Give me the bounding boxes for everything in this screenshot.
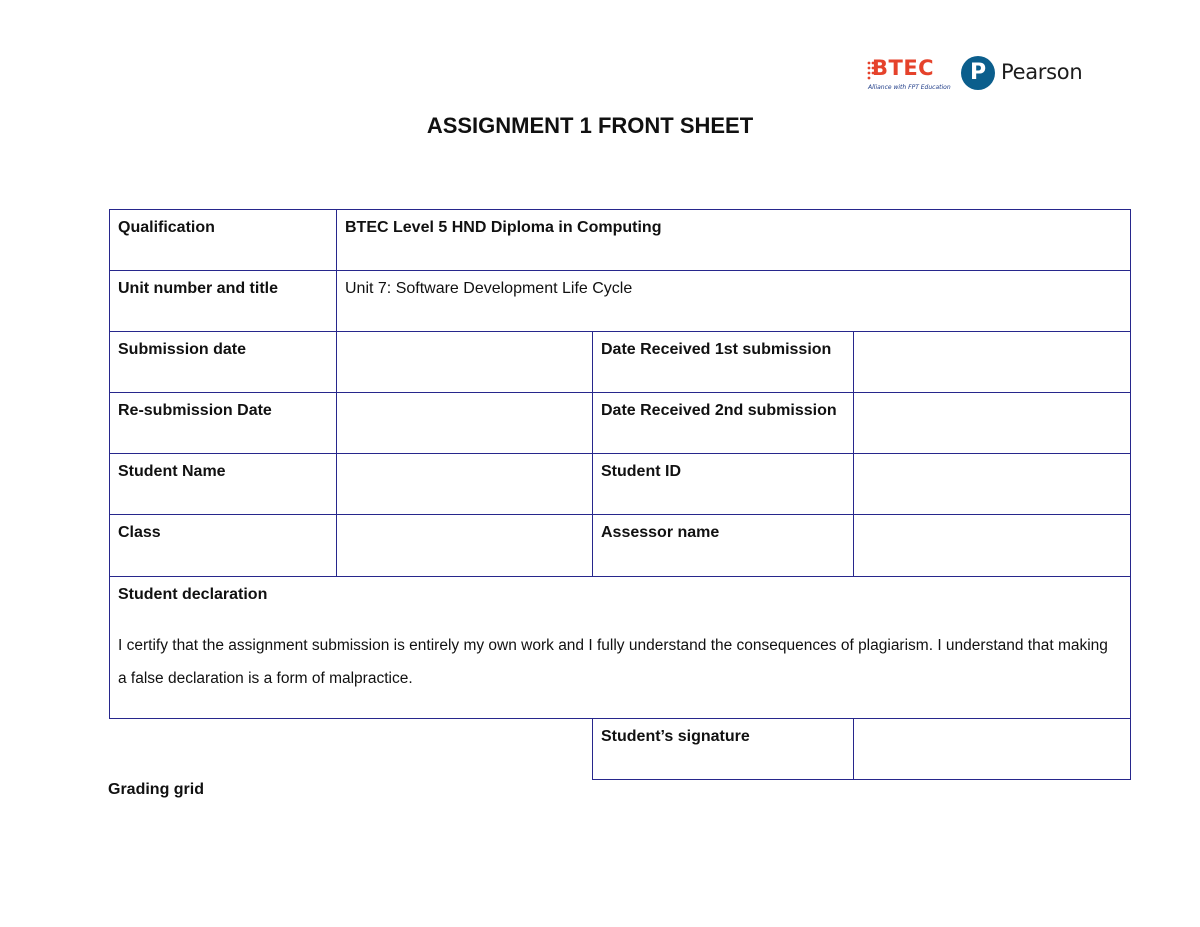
qualification-label: Qualification <box>118 219 215 236</box>
class-label: Class <box>118 524 161 541</box>
student-id-label-cell <box>592 453 854 515</box>
date-received-1-label: Date Received 1st submission <box>601 341 832 358</box>
assessor-name-value-cell[interactable] <box>853 514 1131 577</box>
pearson-wordmark: Pearson <box>1001 60 1083 84</box>
assessor-name-label: Assessor name <box>601 524 720 541</box>
submission-date-label-cell <box>109 331 337 393</box>
student-id-value-cell[interactable] <box>853 453 1131 515</box>
date-received-2-label-cell <box>592 392 854 454</box>
declaration-cell <box>109 576 1131 719</box>
class-value-cell[interactable] <box>336 514 593 577</box>
unit-value: Unit 7: Software Development Life Cycle <box>345 280 633 297</box>
signature-label-cell <box>592 718 854 780</box>
qualification-value-cell[interactable] <box>336 209 1131 271</box>
pearson-logo <box>961 56 1081 96</box>
date-received-1-label-cell <box>592 331 854 393</box>
unit-value-cell[interactable] <box>336 270 1131 332</box>
pearson-mark-icon <box>961 56 995 90</box>
student-name-value-cell[interactable] <box>336 453 593 515</box>
qualification-value: BTEC Level 5 HND Diploma in Computing <box>345 219 662 236</box>
btec-tagline: Alliance with FPT Education <box>868 84 951 91</box>
btec-logo <box>866 54 951 98</box>
student-name-label: Student Name <box>118 463 226 480</box>
unit-label: Unit number and title <box>118 280 278 297</box>
date-received-1-value-cell[interactable] <box>853 331 1131 393</box>
unit-label-cell <box>109 270 337 332</box>
class-label-cell <box>109 514 337 577</box>
declaration-label: Student declaration <box>118 586 268 603</box>
pearson-mark-letter: P <box>969 60 987 85</box>
resubmission-date-label: Re-submission Date <box>118 402 272 419</box>
submission-date-value-cell[interactable] <box>336 331 593 393</box>
signature-label: Student’s signature <box>601 728 750 745</box>
resubmission-date-label-cell <box>109 392 337 454</box>
page-title: ASSIGNMENT 1 FRONT SHEET <box>426 113 754 138</box>
resubmission-date-value-cell[interactable] <box>336 392 593 454</box>
submission-date-label: Submission date <box>118 341 247 358</box>
date-received-2-value-cell[interactable] <box>853 392 1131 454</box>
btec-wordmark: BTEC <box>872 56 935 80</box>
student-name-label-cell <box>109 453 337 515</box>
header-logos <box>866 54 1081 98</box>
assessor-name-label-cell <box>592 514 854 577</box>
student-id-label: Student ID <box>601 463 681 480</box>
declaration-text: I certify that the assignment submission is entirely my own work and I fully understand the consequences of plagiarism. I understand that making a false declaration is a form of malpractice. <box>118 637 1108 687</box>
signature-value-cell[interactable] <box>853 718 1131 780</box>
grading-grid-heading: Grading grid <box>108 781 204 798</box>
date-received-2-label: Date Received 2nd submission <box>601 402 837 419</box>
qualification-label-cell <box>109 209 337 271</box>
